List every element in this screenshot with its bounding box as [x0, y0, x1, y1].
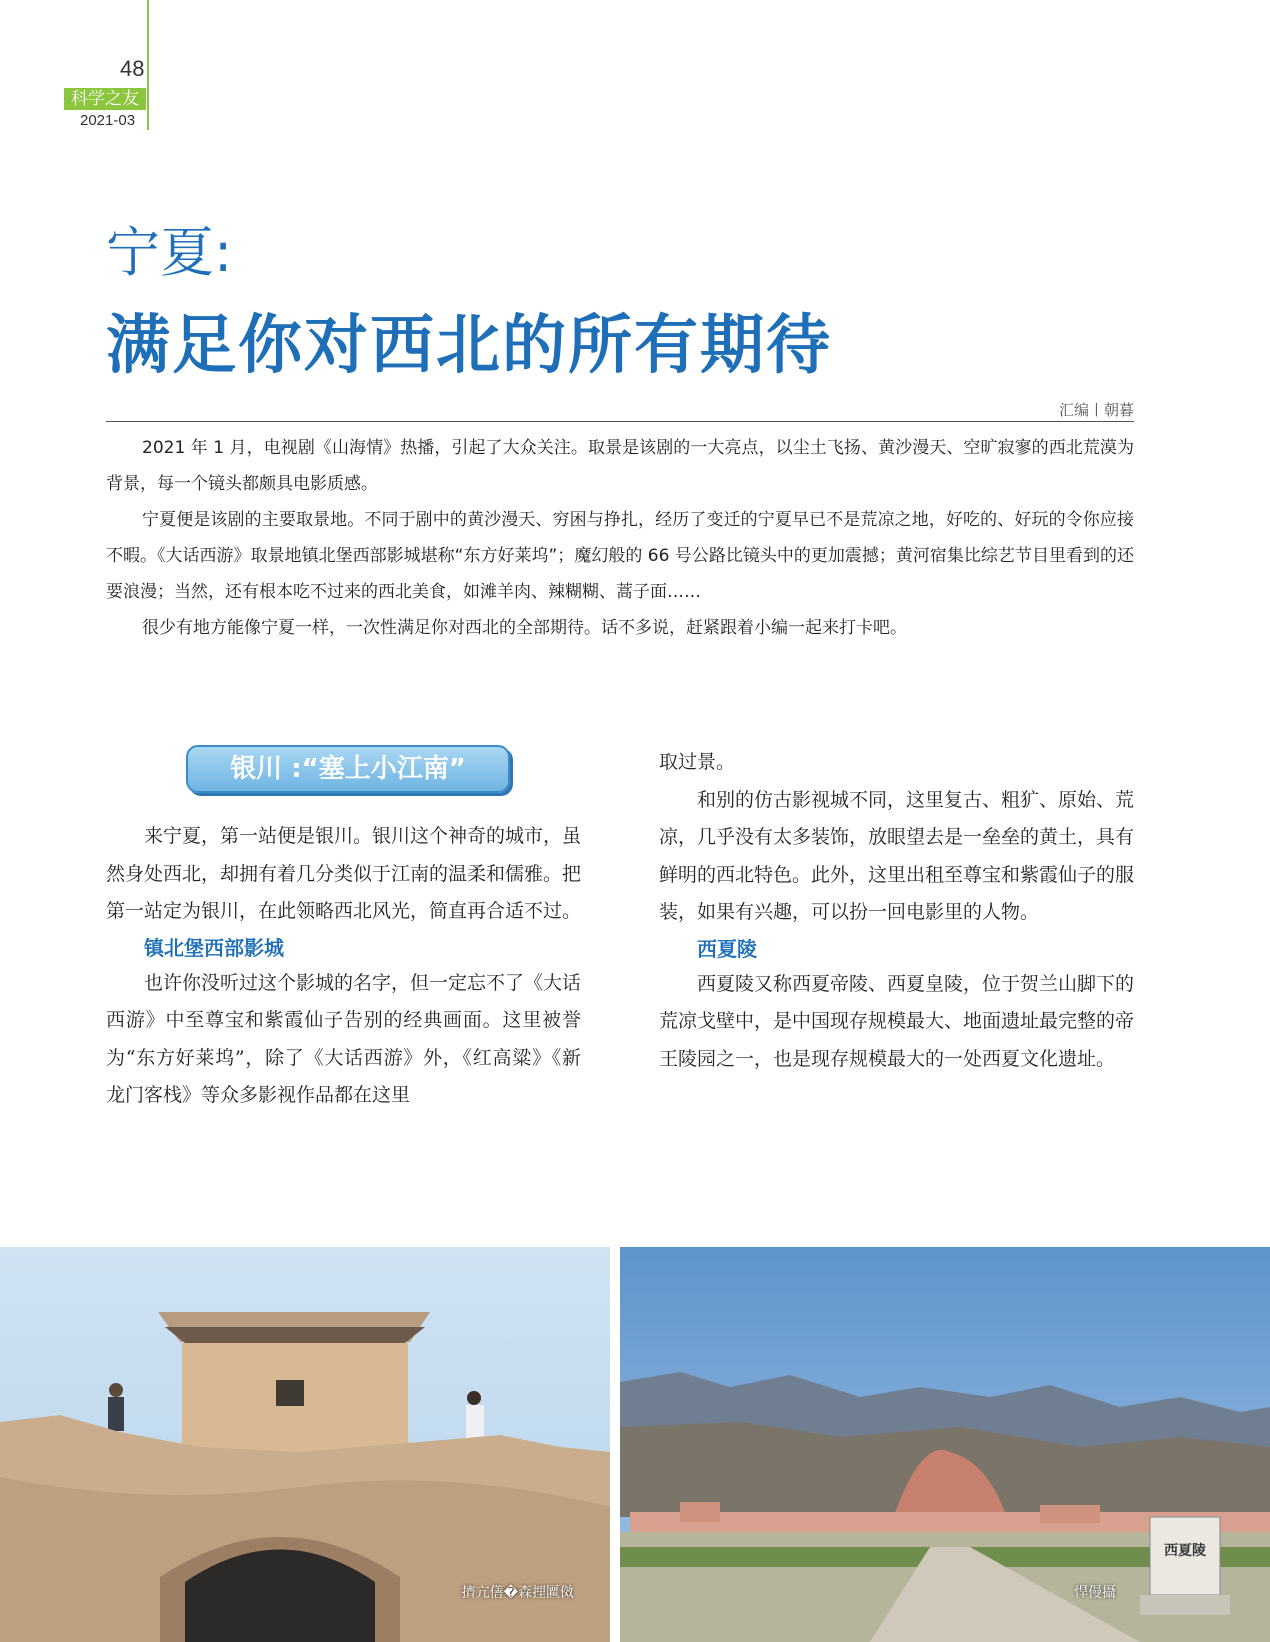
title-rule	[106, 421, 1134, 422]
subheading-xixialing: 西夏陵	[697, 936, 757, 961]
photo-zhenbeibao-fort	[0, 1247, 610, 1642]
photo-credit-left: 擠亢僐�森捚匷傚	[461, 1585, 574, 1601]
title-line-1: 宁夏:	[106, 221, 233, 284]
header-divider	[147, 0, 149, 130]
subheading-zhenbeibao: 镇北堡西部影城	[144, 935, 284, 960]
zhenbeibao-continued: 取过景。	[659, 751, 736, 773]
photo-credit-right: 悍僈攝	[1074, 1585, 1116, 1601]
figure-1	[108, 1397, 124, 1431]
zhenbeibao-paragraph: 也许你没听过这个影城的名字，但一定忘不了《大话西游》中至尊宝和紫霞仙子告别的经典画面。这里被誉为“东方好莱坞”，除了《大话西游》外，《红高粱》《新龙门客栈》等众多影视作品都在这里	[106, 971, 582, 1106]
title-line-2: 满足你对西北的所有期待	[106, 309, 832, 383]
section-intro-paragraph: 来宁夏，第一站便是银川。银川这个神奇的城市，虽然身处西北，却拥有着几分类似于江南的温柔和儒雅。把第一站定为银川，在此领略西北风光，简直再合适不过。	[106, 825, 582, 922]
zhenbeibao-paragraph-2: 和别的仿古影视城不同，这里复古、粗犷、原始、荒凉，几乎没有太多装饰，放眼望去是一垒垒的黄土，具有鲜明的西北特色。此外，这里出租至尊宝和紫霞仙子的服装，如果有兴趣，可以扮一回电影里的人物。	[659, 788, 1135, 923]
byline: 汇编丨朝暮	[1058, 401, 1134, 419]
stele-inscription: 西夏陵	[1164, 1543, 1206, 1559]
xixialing-paragraph: 西夏陵又称西夏帝陵、西夏皇陵，位于贺兰山脚下的荒凉戈壁中，是中国现存规模最大、地面遗址最完整的帝王陵园之一，也是现存规模最大的一处西夏文化遗址。	[659, 972, 1135, 1070]
right-column	[659, 744, 1134, 1078]
intro-paragraph: 很少有地方能像宁夏一样，一次性满足你对西北的全部期待。话不多说，赶紧跟着小编一起来打卡吧。	[142, 618, 907, 638]
issue-date: 2021-03	[80, 112, 136, 129]
intro-text	[106, 430, 1134, 646]
left-column	[106, 818, 581, 1115]
magazine-name: 科学之友	[64, 88, 146, 110]
page-number: 48	[120, 56, 145, 81]
section-banner: 银川 :“塞上小江南”	[186, 745, 510, 793]
photo-xixia-tombs	[620, 1247, 1270, 1642]
intro-paragraph: 2021 年 1 月，电视剧《山海情》热播，引起了大众关注。取景是该剧的一大亮点，以尘土飞扬、黄沙漫天、空旷寂寥的西北荒漠为背景，每一个镜头都颇具电影质感。	[106, 438, 1134, 494]
figure-2	[466, 1405, 484, 1439]
intro-paragraph: 宁夏便是该剧的主要取景地。不同于剧中的黄沙漫天、穷困与挣扎，经历了变迁的宁夏早已不是荒凉之地，好吃的、好玩的令你应接不暇。《大话西游》取景地镇北堡西部影城堪称“东方好莱坞”；魔幻般的 66 号公路比镜头中的更加震撼；黄河宿集比综艺节目里看到的还要浪漫；当然，还有根本吃不过来的西北美食，如滩羊肉、辣糊糊、蒿子面……	[106, 510, 1134, 602]
tombs-illustration	[620, 1247, 1270, 1642]
